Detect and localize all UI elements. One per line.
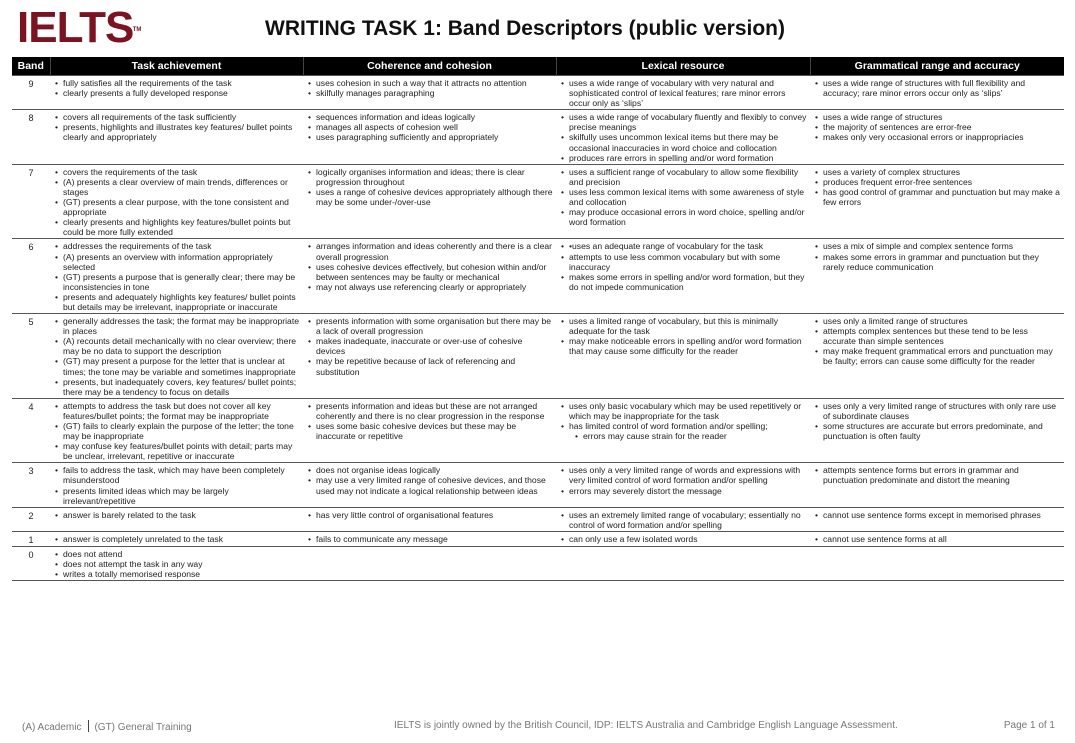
descriptor-item: • uses a variety of complex structures [813, 167, 1061, 177]
column-header-grammatical-range: Grammatical range and accuracy [810, 57, 1064, 76]
table-row [12, 314, 1064, 399]
descriptor-item: • has very little control of organisational features [306, 510, 553, 520]
descriptor-cell-grammatical-range [810, 110, 1064, 164]
descriptor-item: • makes inadequate, inaccurate or over-use of cohesive devices [306, 336, 553, 356]
descriptor-item: • (GT) fails to clearly explain the purpose of the letter; the tone may be inappropriate [53, 421, 300, 441]
descriptor-list [53, 112, 300, 142]
descriptor-list [559, 112, 807, 162]
descriptor-list [559, 167, 807, 228]
descriptor-item: • has good control of grammar and punctuation but may make a few errors [813, 187, 1061, 207]
column-header-band: Band [12, 57, 50, 76]
descriptor-item: • uses a sufficient range of vocabulary to allow some flexibility and precision [559, 167, 807, 187]
descriptor-list [559, 465, 807, 495]
descriptor-list [559, 534, 807, 544]
descriptor-item: • attempts to use less common vocabulary but with some inaccuracy [559, 252, 807, 272]
descriptor-item: • (GT) presents a clear purpose, with the tone consistent and appropriate [53, 197, 300, 217]
descriptor-cell-task-achievement [50, 398, 303, 463]
descriptor-list [53, 316, 300, 397]
column-header-task-achievement: Task achievement [50, 57, 303, 76]
descriptor-item: • uses an extremely limited range of vocabulary; essentially no control of word formation and/or spelling [559, 510, 807, 530]
descriptor-list [306, 316, 553, 377]
descriptor-cell-lexical-resource [556, 463, 810, 507]
descriptor-item: • arranges information and ideas coherently and there is a clear overall progression [306, 241, 553, 261]
descriptor-item: • may produce occasional errors in word choice, spelling and/or word formation [559, 207, 807, 227]
descriptor-list [559, 241, 807, 291]
descriptor-cell-coherence-cohesion [303, 239, 556, 314]
descriptor-item: • uses a wide range of vocabulary with very natural and sophisticated control of lexical features; rare minor errors occur only as ‘slips’ [559, 78, 807, 108]
descriptor-sub-item: • errors may cause strain for the reader [559, 431, 807, 441]
descriptor-item: • uses only a very limited range of words and expressions with very limited control of word formation and/or spelling [559, 465, 807, 485]
descriptor-list [306, 78, 553, 98]
descriptor-item: • uses cohesive devices effectively, but cohesion within and/or between sentences may be faulty or mechanical [306, 262, 553, 282]
descriptor-item: • attempts complex sentences but these tend to be less accurate than simple sentences [813, 326, 1061, 346]
descriptor-cell-coherence-cohesion [303, 463, 556, 507]
descriptor-cell-lexical-resource [556, 110, 810, 164]
descriptor-item: • skilfully uses uncommon lexical items but there may be occasional inaccuracies in word choice and collocation [559, 132, 807, 152]
descriptor-cell-grammatical-range [810, 398, 1064, 463]
descriptor-cell-task-achievement [50, 531, 303, 546]
descriptor-list [559, 78, 807, 108]
descriptor-item: • uses a wide range of vocabulary fluently and flexibly to convey precise meanings [559, 112, 807, 132]
descriptor-list [813, 401, 1061, 441]
table-row [12, 531, 1064, 546]
descriptor-item: • does not attempt the task in any way [53, 559, 300, 569]
descriptor-item: • addresses the requirements of the task [53, 241, 300, 251]
descriptor-item: • fails to address the task, which may have been completely misunderstood [53, 465, 300, 485]
descriptor-cell-task-achievement [50, 547, 303, 581]
descriptor-item: • may use a very limited range of cohesive devices, and those used may not indicate a logical relationship between ideas [306, 475, 553, 495]
descriptor-list [813, 167, 1061, 207]
descriptor-item: • does not attend [53, 549, 300, 559]
logo-text: IELTS [17, 3, 134, 52]
descriptor-list [306, 167, 553, 207]
descriptor-list [306, 510, 553, 520]
table-row [12, 463, 1064, 507]
descriptor-item: • presents, highlights and illustrates key features/ bullet points clearly and appropriately [53, 122, 300, 142]
band-score: 5 [12, 314, 50, 399]
descriptor-cell-coherence-cohesion [303, 314, 556, 399]
footer-legend [22, 720, 192, 733]
page-header [0, 0, 1075, 56]
descriptor-cell-grammatical-range [810, 76, 1064, 110]
descriptor-item: • may make frequent grammatical errors and punctuation may be faulty; errors can cause some difficulty for the reader [813, 346, 1061, 366]
footer-academic-label: (A) Academic [22, 722, 82, 733]
descriptor-item: • can only use a few isolated words [559, 534, 807, 544]
descriptor-item: • uses less common lexical items with some awareness of style and collocation [559, 187, 807, 207]
band-score: 3 [12, 463, 50, 507]
descriptor-item: • cannot use sentence forms except in memorised phrases [813, 510, 1061, 520]
table-header-row [12, 57, 1064, 76]
descriptor-item: • makes only very occasional errors or inappropriacies [813, 132, 1061, 142]
descriptor-cell-coherence-cohesion [303, 398, 556, 463]
descriptor-list [559, 401, 807, 441]
band-score: 7 [12, 164, 50, 239]
descriptor-list [813, 316, 1061, 366]
descriptor-cell-task-achievement [50, 463, 303, 507]
band-score: 9 [12, 76, 50, 110]
descriptor-item: • sequences information and ideas logically [306, 112, 553, 122]
descriptor-item: • uses only a very limited range of structures with only rare use of subordinate clauses [813, 401, 1061, 421]
descriptor-cell-lexical-resource [556, 76, 810, 110]
descriptor-item: • may confuse key features/bullet points with detail; parts may be unclear, irrelevant, repetitive or inaccurate [53, 441, 300, 461]
descriptor-list [53, 401, 300, 462]
descriptor-list [53, 510, 300, 520]
band-score: 8 [12, 110, 50, 164]
descriptor-item: • attempts sentence forms but errors in grammar and punctuation predominate and distort the meaning [813, 465, 1061, 485]
descriptor-item: • (GT) may present a purpose for the letter that is unclear at times; the tone may be variable and sometimes inappropriate [53, 356, 300, 376]
descriptor-item: • writes a totally memorised response [53, 569, 300, 579]
descriptor-item: • clearly presents and highlights key features/bullet points but could be more fully extended [53, 217, 300, 237]
descriptor-list [306, 112, 553, 142]
descriptor-item: • may make noticeable errors in spelling and/or word formation that may cause some difficulty for the reader [559, 336, 807, 356]
footer-page-number: Page 1 of 1 [1003, 720, 1055, 731]
descriptor-list [53, 78, 300, 98]
descriptor-list [813, 78, 1061, 98]
descriptor-item: • presents information and ideas but these are not arranged coherently and there is no clear progression in the response [306, 401, 553, 421]
descriptor-item: • manages all aspects of cohesion well [306, 122, 553, 132]
descriptor-cell-grammatical-range [810, 507, 1064, 531]
descriptor-item: • uses only a limited range of structures [813, 316, 1061, 326]
descriptor-cell-coherence-cohesion [303, 76, 556, 110]
descriptor-item: • may be repetitive because of lack of referencing and substitution [306, 356, 553, 376]
descriptor-list [53, 549, 300, 579]
footer-divider [88, 720, 89, 732]
descriptor-list [559, 510, 807, 530]
descriptor-item: • generally addresses the task; the format may be inappropriate in places [53, 316, 300, 336]
descriptor-item: • uses some basic cohesive devices but these may be inaccurate or repetitive [306, 421, 553, 441]
descriptor-list [306, 465, 553, 495]
descriptor-item: • presents, but inadequately covers, key features/ bullet points; there may be a tendency to focus on details [53, 377, 300, 397]
descriptor-cell-lexical-resource [556, 547, 810, 581]
descriptor-item: • the majority of sentences are error-free [813, 122, 1061, 132]
descriptor-item: • •uses an adequate range of vocabulary for the task [559, 241, 807, 251]
band-descriptors-table-wrap [12, 57, 1064, 581]
descriptor-item: • presents limited ideas which may be largely irrelevant/repetitive [53, 486, 300, 506]
descriptor-cell-lexical-resource [556, 164, 810, 239]
descriptor-item: • presents information with some organisation but there may be a lack of overall progression [306, 316, 553, 336]
descriptor-cell-coherence-cohesion [303, 531, 556, 546]
logo-trademark: TM [132, 27, 142, 33]
descriptor-item: • uses a wide range of structures [813, 112, 1061, 122]
descriptor-list [53, 465, 300, 505]
table-row [12, 398, 1064, 463]
column-header-lexical-resource: Lexical resource [556, 57, 810, 76]
descriptor-cell-task-achievement [50, 239, 303, 314]
descriptor-item: • answer is completely unrelated to the task [53, 534, 300, 544]
descriptor-item: • (A) presents a clear overview of main trends, differences or stages [53, 177, 300, 197]
descriptor-item: • uses paragraphing sufficiently and appropriately [306, 132, 553, 142]
descriptor-item: • does not organise ideas logically [306, 465, 553, 475]
descriptor-cell-lexical-resource [556, 314, 810, 399]
descriptor-item: • attempts to address the task but does not cover all key features/bullet points; the format may be inappropriate [53, 401, 300, 421]
column-header-coherence-cohesion: Coherence and cohesion [303, 57, 556, 76]
descriptor-item: • covers the requirements of the task [53, 167, 300, 177]
descriptor-item: • (A) presents an overview with information appropriately selected [53, 252, 300, 272]
descriptor-list [306, 534, 553, 544]
descriptor-cell-grammatical-range [810, 314, 1064, 399]
descriptor-list [306, 401, 553, 441]
descriptor-item: • fully satisfies all the requirements of the task [53, 78, 300, 88]
descriptor-cell-lexical-resource [556, 239, 810, 314]
footer-general-training-label: (GT) General Training [94, 722, 192, 733]
descriptor-item: • (GT) presents a purpose that is generally clear; there may be inconsistencies in tone [53, 272, 300, 292]
descriptor-item: • presents and adequately highlights key features/ bullet points but details may be irrelevant, inappropriate or inaccurate [53, 292, 300, 312]
table-row [12, 507, 1064, 531]
descriptor-cell-coherence-cohesion [303, 110, 556, 164]
descriptor-list [813, 112, 1061, 142]
descriptor-list [53, 241, 300, 312]
descriptor-cell-lexical-resource [556, 398, 810, 463]
descriptor-cell-lexical-resource [556, 531, 810, 546]
table-row [12, 164, 1064, 239]
descriptor-item: • uses a wide range of structures with full flexibility and accuracy; rare minor errors occur only as ‘slips’ [813, 78, 1061, 98]
descriptor-item: • clearly presents a fully developed response [53, 88, 300, 98]
ielts-logo [17, 3, 142, 52]
band-score: 2 [12, 507, 50, 531]
page-title: WRITING TASK 1: Band Descriptors (public version) [265, 17, 785, 40]
page-footer [0, 720, 1075, 736]
descriptor-item: • errors may severely distort the message [559, 486, 807, 496]
table-row [12, 110, 1064, 164]
table-row [12, 239, 1064, 314]
descriptor-cell-coherence-cohesion [303, 507, 556, 531]
table-row [12, 76, 1064, 110]
descriptor-cell-task-achievement [50, 314, 303, 399]
band-score: 4 [12, 398, 50, 463]
descriptor-item: • uses cohesion in such a way that it attracts no attention [306, 78, 553, 88]
descriptor-item: • has limited control of word formation and/or spelling; [559, 421, 807, 431]
descriptor-list [559, 316, 807, 356]
descriptor-item: • uses a limited range of vocabulary, but this is minimally adequate for the task [559, 316, 807, 336]
descriptor-item: • produces frequent error-free sentences [813, 177, 1061, 187]
descriptor-item: • some structures are accurate but errors predominate, and punctuation is often faulty [813, 421, 1061, 441]
descriptor-cell-task-achievement [50, 110, 303, 164]
descriptor-item: • answer is barely related to the task [53, 510, 300, 520]
descriptor-cell-grammatical-range [810, 239, 1064, 314]
band-score: 1 [12, 531, 50, 546]
descriptor-item: • may not always use referencing clearly or appropriately [306, 282, 553, 292]
descriptor-item: • uses a mix of simple and complex sentence forms [813, 241, 1061, 251]
descriptor-cell-lexical-resource [556, 507, 810, 531]
descriptor-item: • uses a range of cohesive devices appropriately although there may be some under-/over-use [306, 187, 553, 207]
descriptor-list [813, 534, 1061, 544]
descriptor-list [813, 465, 1061, 485]
descriptor-list [53, 167, 300, 238]
descriptor-cell-task-achievement [50, 164, 303, 239]
descriptor-item: • cannot use sentence forms at all [813, 534, 1061, 544]
band-score: 6 [12, 239, 50, 314]
descriptor-cell-grammatical-range [810, 531, 1064, 546]
descriptor-cell-task-achievement [50, 76, 303, 110]
table-row [12, 547, 1064, 581]
descriptor-item: • uses only basic vocabulary which may be used repetitively or which may be inappropriate for the task [559, 401, 807, 421]
descriptor-list [813, 241, 1061, 271]
descriptor-list [53, 534, 300, 544]
descriptor-cell-grammatical-range [810, 547, 1064, 581]
descriptor-item: • produces rare errors in spelling and/or word formation [559, 153, 807, 163]
descriptor-cell-grammatical-range [810, 164, 1064, 239]
descriptor-cell-grammatical-range [810, 463, 1064, 507]
descriptor-cell-task-achievement [50, 507, 303, 531]
descriptor-cell-coherence-cohesion [303, 547, 556, 581]
descriptor-item: • fails to communicate any message [306, 534, 553, 544]
descriptor-item: • skilfully manages paragraphing [306, 88, 553, 98]
descriptor-list [813, 510, 1061, 520]
footer-ownership-note: IELTS is jointly owned by the British Council, IDP: IELTS Australia and Cambridge English Language Assessment. [394, 720, 898, 731]
descriptor-item: • makes some errors in grammar and punctuation but they rarely reduce communication [813, 252, 1061, 272]
descriptor-list [306, 241, 553, 291]
descriptor-item: • covers all requirements of the task sufficiently [53, 112, 300, 122]
descriptor-item: • (A) recounts detail mechanically with no clear overview; there may be no data to support the description [53, 336, 300, 356]
descriptor-item: • logically organises information and ideas; there is clear progression throughout [306, 167, 553, 187]
descriptor-cell-coherence-cohesion [303, 164, 556, 239]
band-descriptors-table [12, 57, 1064, 581]
table-body [12, 76, 1064, 581]
band-score: 0 [12, 547, 50, 581]
descriptor-item: • makes some errors in spelling and/or word formation, but they do not impede communication [559, 272, 807, 292]
